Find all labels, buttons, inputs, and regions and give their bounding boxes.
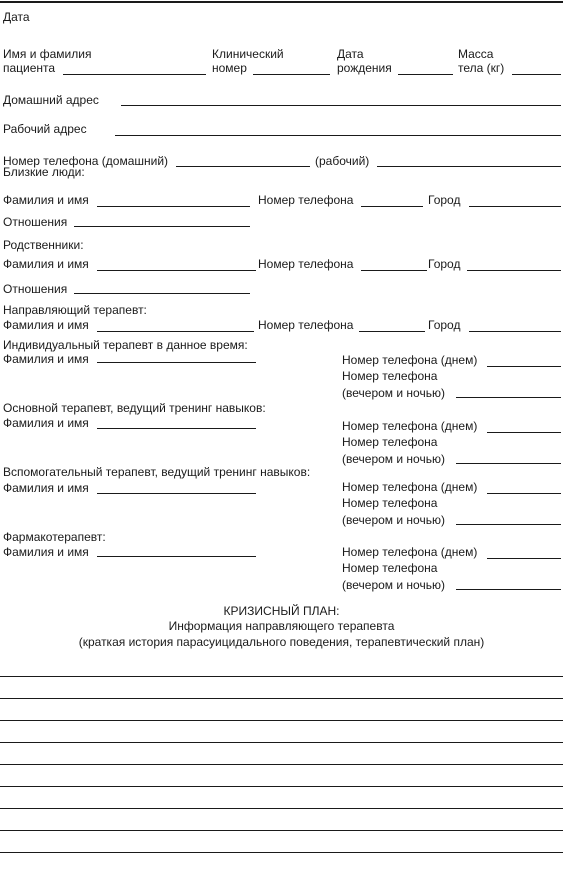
clinical-number-label-1: Клинический: [212, 47, 284, 61]
therapist-pharmaco-phone-night-field[interactable]: [456, 589, 561, 590]
therapist-primary-phone-night-label-2: (вечером и ночью): [342, 452, 445, 466]
patient-name-field[interactable]: [63, 74, 206, 75]
therapist-individual-phone-day-field[interactable]: [487, 366, 561, 367]
birth-date-field[interactable]: [398, 74, 453, 75]
crisis-plan-line[interactable]: [0, 720, 563, 721]
home-phone-label: Номер телефона (домашний): [3, 154, 169, 168]
therapist-individual-phone-night-label-1: Номер телефона: [342, 369, 438, 383]
therapist-auxiliary-phone-day-field[interactable]: [487, 493, 561, 494]
referring-name-label: Фамилия и имя: [3, 318, 89, 332]
weight-field[interactable]: [512, 74, 561, 75]
home-phone-field[interactable]: [176, 166, 310, 167]
therapist-pharmaco-name-label: Фамилия и имя: [3, 545, 89, 559]
birth-date-label-1: Дата: [337, 47, 364, 61]
weight-label-2: тела (кг): [458, 61, 505, 75]
weight-label-1: Масса: [458, 47, 494, 61]
crisis-plan-line[interactable]: [0, 764, 563, 765]
therapist-pharmaco-phone-night-label-2: (вечером и ночью): [342, 578, 445, 592]
relatives-city-label: Город: [428, 257, 461, 271]
therapist-primary-phone-day-field[interactable]: [487, 432, 561, 433]
therapist-pharmaco-phone-day-label: Номер телефона (днем): [342, 545, 478, 559]
close-people-name-field[interactable]: [97, 206, 250, 207]
therapist-primary-name-label: Фамилия и имя: [3, 416, 89, 430]
referring-city-field[interactable]: [469, 331, 561, 332]
work-phone-label: (рабочий): [315, 154, 370, 168]
crisis-plan-line[interactable]: [0, 698, 563, 699]
therapist-primary-phone-day-label: Номер телефона (днем): [342, 419, 478, 433]
referring-city-label: Город: [428, 318, 461, 332]
relatives-phone-field[interactable]: [361, 270, 427, 271]
close-people-relation-label: Отношения: [3, 215, 68, 229]
therapist-auxiliary-phone-night-label-2: (вечером и ночью): [342, 513, 445, 527]
clinical-number-label-2: номер: [212, 61, 247, 75]
crisis-plan-note: (краткая история парасуицидального поведения, терапевтический план): [78, 635, 485, 649]
referring-phone-field[interactable]: [359, 331, 425, 332]
close-people-city-label: Город: [428, 193, 461, 207]
therapist-individual-phone-day-label: Номер телефона (днем): [342, 353, 478, 367]
close-people-title: Близкие люди:: [3, 165, 85, 179]
home-address-field[interactable]: [121, 105, 561, 106]
therapist-pharmaco-name-field[interactable]: [97, 556, 256, 557]
therapist-pharmaco-phone-day-field[interactable]: [487, 558, 561, 559]
therapist-auxiliary-name-field[interactable]: [97, 493, 256, 494]
crisis-plan-subtitle: Информация направляющего терапевта: [168, 619, 395, 633]
therapist-auxiliary-phone-night-label-1: Номер телефона: [342, 496, 438, 510]
therapist-auxiliary-name-label: Фамилия и имя: [3, 481, 89, 495]
work-phone-field[interactable]: [377, 166, 561, 167]
close-people-city-field[interactable]: [469, 206, 561, 207]
crisis-plan-line[interactable]: [0, 830, 563, 831]
home-address-label: Домашний адрес: [3, 93, 99, 107]
therapist-individual-name-field[interactable]: [97, 362, 256, 363]
relatives-city-field[interactable]: [467, 270, 561, 271]
therapist-pharmaco-title: Фармакотерапевт:: [3, 530, 106, 544]
therapist-auxiliary-phone-day-label: Номер телефона (днем): [342, 480, 478, 494]
relatives-title: Родственники:: [3, 238, 84, 252]
referring-title: Направляющий терапевт:: [3, 303, 147, 317]
clinical-number-field[interactable]: [253, 74, 330, 75]
therapist-primary-name-field[interactable]: [97, 428, 256, 429]
therapist-individual-name-label: Фамилия и имя: [3, 352, 89, 366]
close-people-phone-field[interactable]: [361, 206, 423, 207]
therapist-individual-phone-night-field[interactable]: [456, 397, 561, 398]
relatives-phone-label: Номер телефона: [258, 257, 354, 271]
referring-name-field[interactable]: [97, 331, 254, 332]
work-address-label: Рабочий адрес: [3, 122, 87, 136]
birth-date-label-2: рождения: [337, 61, 392, 75]
therapist-pharmaco-phone-night-label-1: Номер телефона: [342, 561, 438, 575]
crisis-plan-line[interactable]: [0, 742, 563, 743]
close-people-name-label: Фамилия и имя: [3, 193, 89, 207]
relatives-relation-field[interactable]: [74, 293, 250, 294]
relatives-name-label: Фамилия и имя: [3, 257, 89, 271]
top-border: [0, 1, 563, 3]
crisis-plan-line[interactable]: [0, 852, 563, 853]
crisis-plan-line[interactable]: [0, 808, 563, 809]
patient-name-label-1: Имя и фамилия: [3, 47, 92, 61]
work-address-field[interactable]: [115, 135, 561, 136]
crisis-plan-line[interactable]: [0, 676, 563, 677]
close-people-relation-field[interactable]: [74, 226, 250, 227]
close-people-phone-label: Номер телефона: [258, 193, 354, 207]
date-label: Дата: [3, 10, 30, 24]
relatives-name-field[interactable]: [97, 270, 256, 271]
crisis-plan-title: КРИЗИСНЫЙ ПЛАН:: [223, 604, 340, 618]
relatives-relation-label: Отношения: [3, 282, 68, 296]
therapist-individual-phone-night-label-2: (вечером и ночью): [342, 386, 445, 400]
therapist-individual-title: Индивидуальный терапевт в данное время:: [3, 338, 248, 352]
therapist-auxiliary-phone-night-field[interactable]: [456, 524, 561, 525]
crisis-plan-line[interactable]: [0, 786, 563, 787]
therapist-primary-title: Основной терапевт, ведущий тренинг навыков:: [3, 401, 266, 415]
therapist-primary-phone-night-label-1: Номер телефона: [342, 435, 438, 449]
therapist-auxiliary-title: Вспомогательный терапевт, ведущий тренинг навыков:: [3, 465, 311, 479]
therapist-primary-phone-night-field[interactable]: [456, 463, 561, 464]
patient-name-label-2: пациента: [3, 61, 56, 75]
referring-phone-label: Номер телефона: [258, 318, 354, 332]
